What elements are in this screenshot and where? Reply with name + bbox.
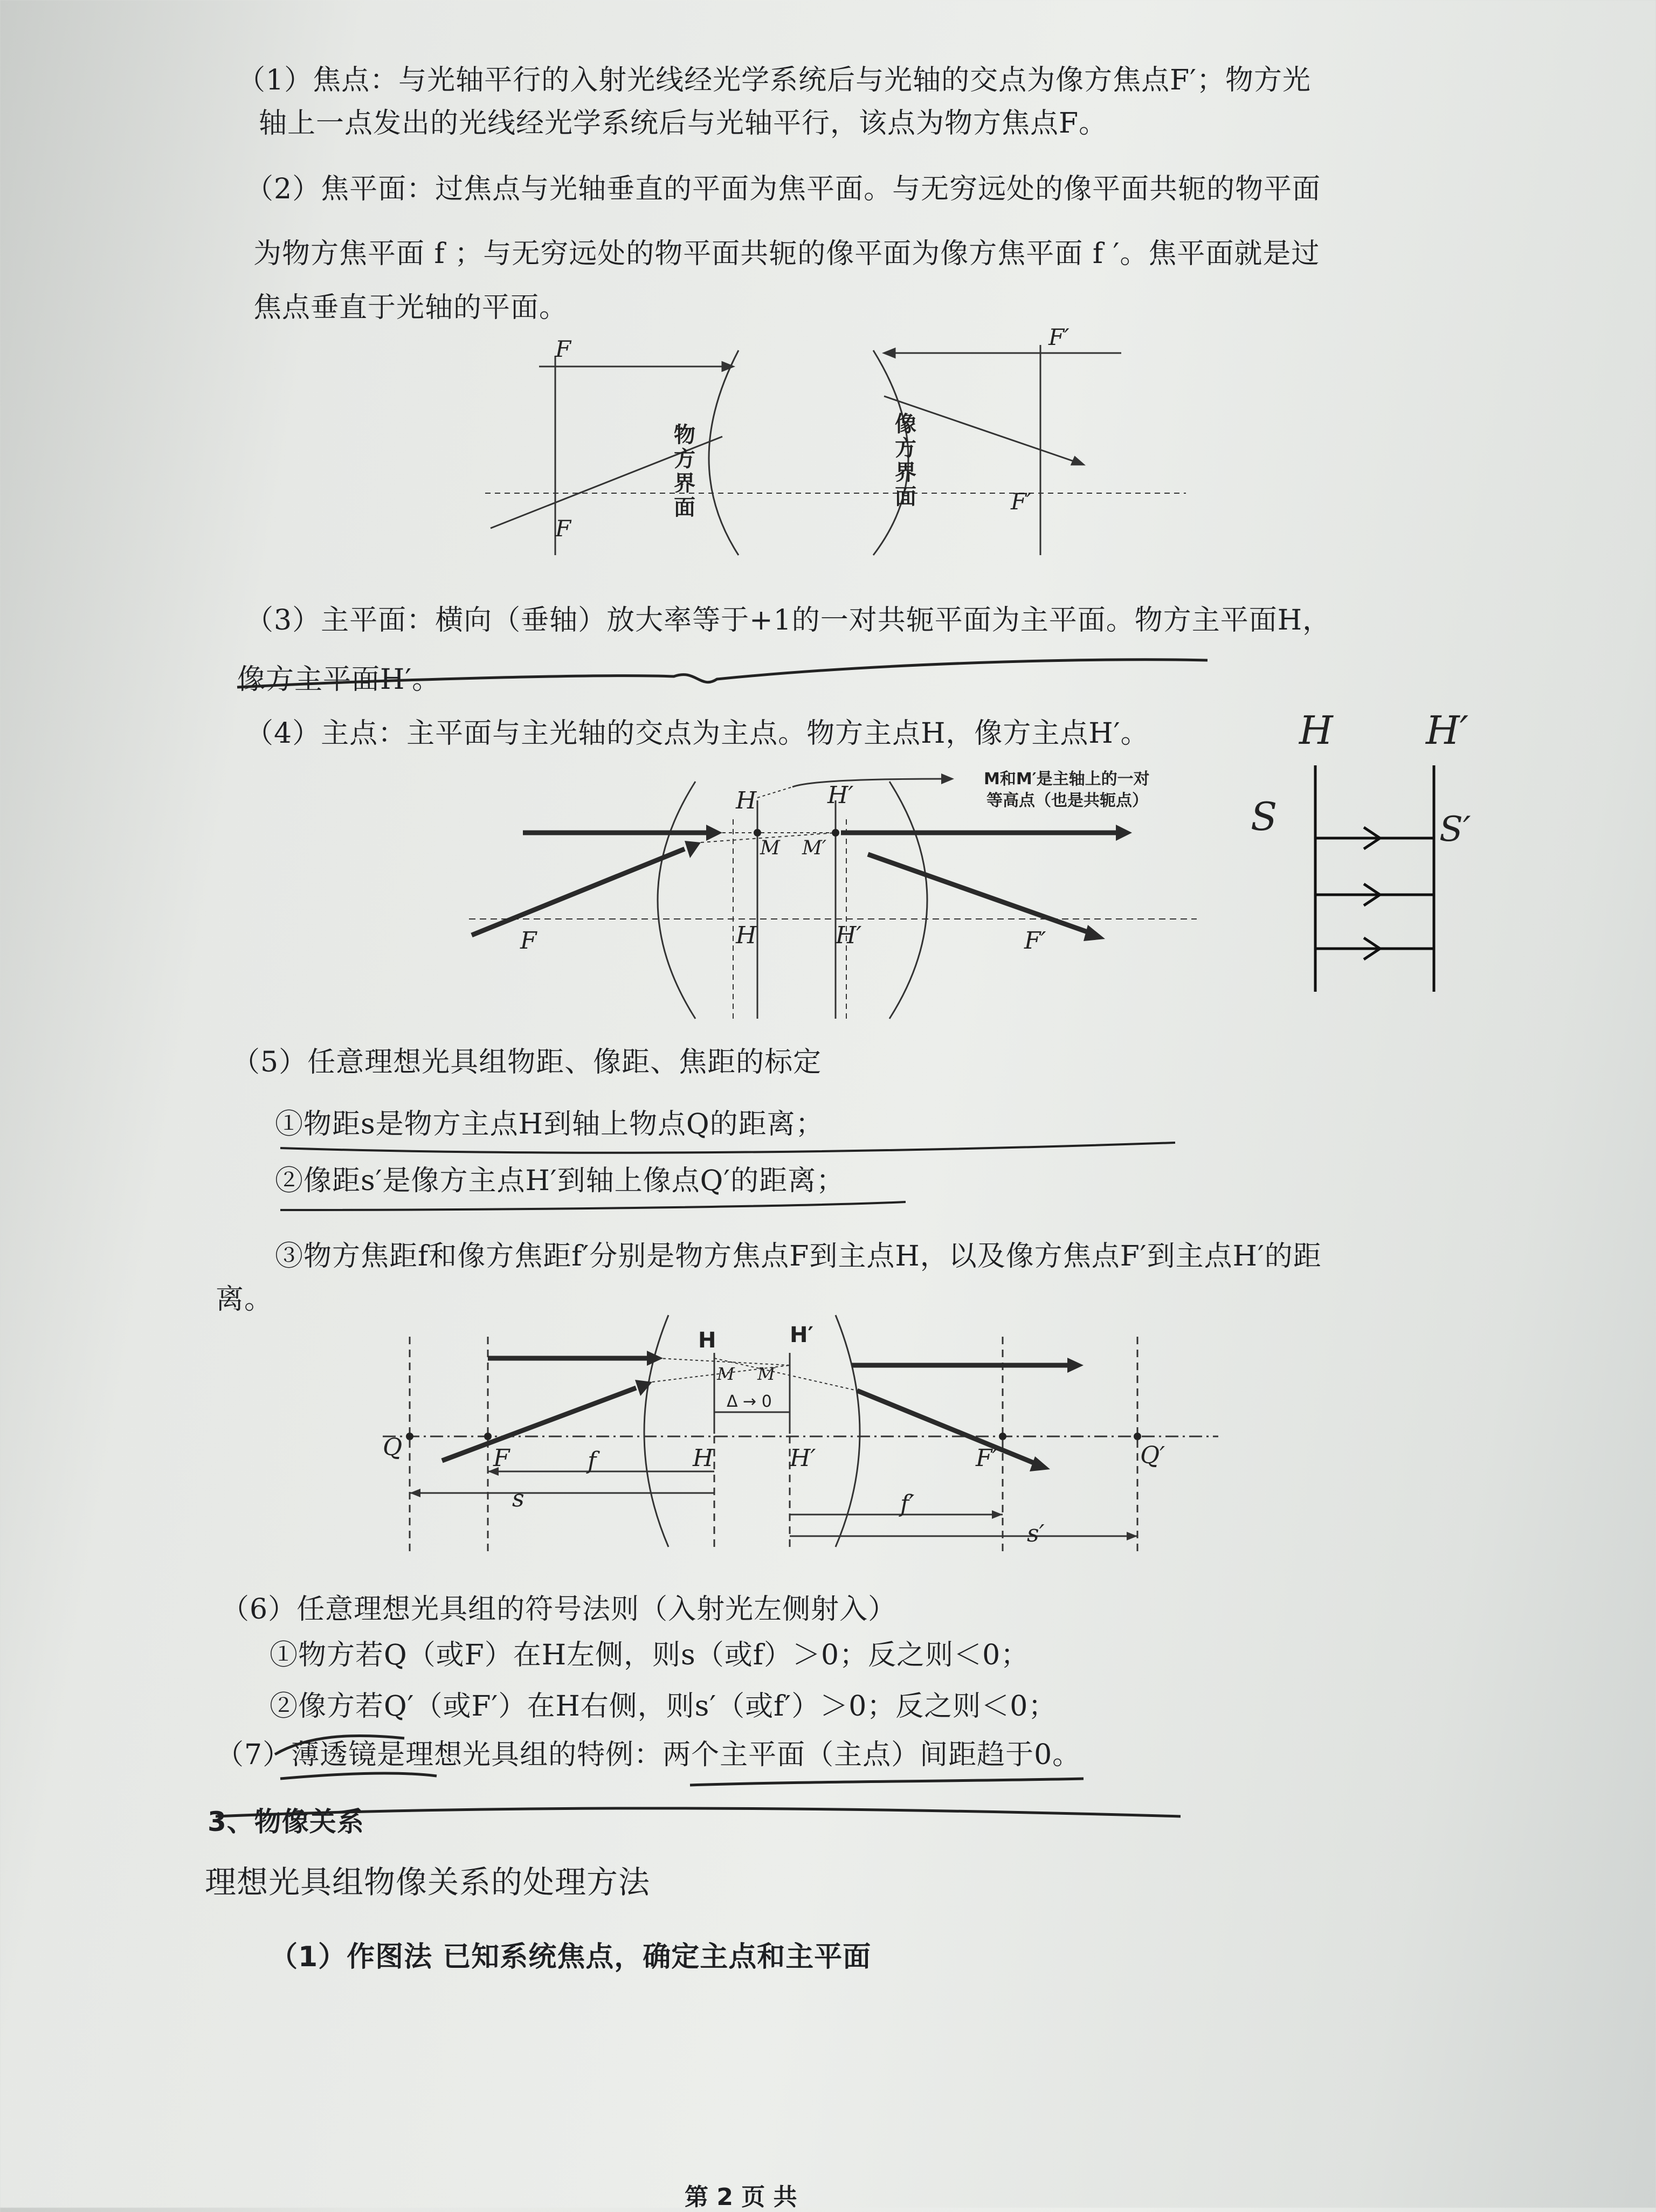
object-distance-definition: ①物距s是物方主点H到轴上物点Q的距离；: [275, 1108, 824, 1140]
fig2-point-Mp: [832, 829, 839, 837]
handwritten-underline-1: [232, 641, 1229, 706]
fig3-arrow-2: [1067, 1358, 1084, 1373]
fig3-label-fp: f′: [900, 1490, 915, 1518]
fig2-label-F: F: [520, 927, 537, 955]
underline-stroke-2: [280, 1143, 1175, 1153]
fig1-F-axis-label: F: [555, 515, 571, 542]
sketch-label-H: H: [1299, 708, 1333, 753]
fig2-label-Hp: H′: [827, 782, 854, 809]
fig3-point-Q: [406, 1433, 413, 1440]
fig2-note-arrowhead: [941, 773, 954, 784]
focal-length-definition-2: 离。: [216, 1283, 273, 1316]
fig3-point-F: [484, 1433, 492, 1440]
focal-length-definition-1: ③物方焦距f和像方焦距f′分别是物方焦点F到主点H，以及像方焦点F′到主点H′的距: [275, 1240, 1322, 1273]
fig3-arrow-4: [1030, 1456, 1050, 1471]
fig3-label-H-axis: H: [693, 1444, 714, 1472]
fig2-label-Hp-axis: H′: [836, 922, 862, 949]
underline-stroke: [237, 660, 1208, 687]
fig2-label-M: M: [760, 837, 780, 859]
sign-rule-object: ①物方若Q（或F）在H左侧，则s（或f）＞0；反之则＜0；: [270, 1639, 1030, 1671]
fig2-label-Fp: F′: [1024, 927, 1046, 955]
principal-point-figure: [469, 765, 1197, 1024]
fig1-right-label-3: 界: [895, 460, 916, 485]
underline-stroke-4: [275, 1736, 404, 1754]
page-footer: 第 2 页 共: [685, 2183, 797, 2211]
focal-plane-figure: [485, 323, 1186, 604]
fig2-left-surface: [658, 782, 695, 1019]
focal-plane-line-3: 焦点垂直于光轴的平面。: [253, 292, 568, 324]
fig3-s-arrow: [410, 1489, 420, 1497]
fig2-outgoing-oblique-ray: [868, 854, 1089, 932]
fig3-sp-arrow: [1127, 1532, 1137, 1540]
principal-plane-line-1: （3）主平面：横向（垂轴）放大率等于+1的一对共轭平面为主平面。物方主平面H，: [245, 604, 1331, 637]
focal-plane-line-1: （2）焦平面：过焦点与光轴垂直的平面为焦平面。与无穷远处的像平面共轭的物平面: [245, 173, 1321, 205]
fig3-label-Mp: M: [757, 1364, 775, 1384]
fig1-left-label-1: 物: [674, 423, 695, 447]
principal-point-line: （4）主点：主平面与主光轴的交点为主点。物方主点H，像方主点H′。: [245, 717, 1149, 750]
handwritten-underline-3: [264, 1725, 1191, 1849]
fig3-label-H: H: [698, 1328, 716, 1353]
fig3-label-delta: Δ → 0: [727, 1392, 772, 1411]
distance-figure: [367, 1304, 1229, 1563]
fig2-label-H-axis: H: [736, 922, 757, 949]
sign-convention-heading: （6）任意理想光具组的符号法则（入射光左侧射入）: [221, 1593, 897, 1626]
fig3-label-Fp: F′: [976, 1444, 998, 1472]
underline-stroke-5: [280, 1773, 437, 1779]
fig3-virtual-ray-3: [714, 1358, 857, 1391]
section-heading-object-image: 3、物像关系: [208, 1806, 364, 1837]
fig3-label-s: s: [512, 1485, 525, 1512]
fig2-point-M: [754, 829, 761, 837]
subsection-title: 理想光具组物像关系的处理方法: [205, 1864, 651, 1900]
fig3-label-Hp: H′: [790, 1323, 814, 1347]
fig1-left-label-2: 方: [674, 447, 695, 472]
handwritten-underline-2: [270, 1143, 1213, 1218]
fig1-Fp-top-label: F′: [1048, 324, 1070, 350]
fig2-incoming-oblique-ray: [472, 849, 685, 935]
fig3-fp-arrow: [992, 1510, 1003, 1519]
handwritten-sketch: [1240, 701, 1482, 1003]
object-boundary-surface: [709, 350, 739, 555]
fig1-Fp-axis-label: F′: [1011, 488, 1032, 515]
fig1-right-label-4: 面: [895, 485, 916, 509]
fig1-left-label-4: 面: [674, 495, 695, 520]
fig2-right-surface: [889, 782, 927, 1019]
fig2-label-H: H: [736, 787, 757, 814]
fig1-F-top-label: F: [555, 336, 571, 362]
fig2-label-Mp: M′: [802, 837, 827, 859]
fig2-arrow-4: [1084, 925, 1105, 941]
fig2-note-line-2: 等高点（也是共轭点）: [986, 791, 1148, 810]
method-graphical: （1）作图法 已知系统焦点，确定主点和主平面: [270, 1941, 872, 1973]
fig1-right-label-1: 像: [895, 412, 916, 437]
underline-stroke-6: [690, 1779, 1084, 1785]
focus-definition-line-2: 轴上一点发出的光线经光学系统后与光轴平行，该点为物方焦点F。: [259, 107, 1108, 140]
principal-plane-line-2: 像方主平面H′。: [237, 663, 441, 696]
fig1-right-arrow: [884, 349, 895, 357]
fig1-right-label-2: 方: [895, 436, 916, 461]
fig3-right-surface: [836, 1315, 860, 1547]
fig3-label-Q: Q: [383, 1434, 403, 1461]
fig3-arrow-3: [635, 1380, 652, 1396]
sketch-label-Sp: S′: [1439, 810, 1471, 849]
fig2-arrow-2: [1116, 825, 1132, 841]
fig3-outgoing-oblique-ray: [857, 1391, 1035, 1463]
image-distance-definition: ②像距s′是像方主点H′到轴上像点Q′的距离；: [275, 1165, 845, 1197]
fig2-arrow-1: [706, 825, 722, 841]
fig1-right-oblique-arrow: [1072, 457, 1084, 465]
underline-stroke-3: [280, 1202, 906, 1210]
focal-plane-line-2: 为物方焦平面 f ；与无穷远处的物平面共轭的像平面为像方焦平面 f ′。焦平面就是过: [253, 238, 1320, 270]
fig3-label-Hp-axis: H′: [790, 1444, 816, 1472]
fig2-note-line-1: M和M′是主轴上的一对: [984, 770, 1150, 789]
fig3-label-Qp: Q′: [1140, 1442, 1165, 1469]
fig2-note-pointer: [792, 779, 943, 787]
thin-lens-statement: （7）薄透镜是理想光具组的特例：两个主平面（主点）间距趋于0。: [216, 1739, 1081, 1771]
focus-definition-line-1: （1）焦点：与光轴平行的入射光线经光学系统后与光轴的交点为像方焦点F′；物方光: [237, 64, 1311, 96]
fig3-incoming-oblique-ray: [442, 1388, 636, 1461]
distance-definition-heading: （5）任意理想光具组物距、像距、焦距的标定: [232, 1046, 822, 1079]
sketch-label-Hp: H′: [1426, 708, 1469, 753]
sign-rule-image: ②像方若Q′（或F′）在H右侧，则s′（或f′）＞0；反之则＜0；: [270, 1690, 1057, 1723]
fig3-label-sp: s′: [1027, 1520, 1045, 1547]
fig1-left-part: [485, 350, 1186, 555]
fig3-label-F: F: [493, 1444, 510, 1472]
fig3-point-Fp: [999, 1433, 1006, 1440]
fig2-arrow-3: [685, 841, 701, 858]
fig3-point-Qp: [1134, 1433, 1141, 1440]
fig1-left-label-3: 界: [674, 471, 695, 496]
fig3-label-M: M: [717, 1364, 735, 1384]
fig2-note-dash: [757, 787, 792, 798]
fig3-left-surface: [644, 1315, 668, 1547]
fig3-label-f: f: [588, 1447, 597, 1475]
sketch-label-S: S: [1251, 794, 1278, 839]
